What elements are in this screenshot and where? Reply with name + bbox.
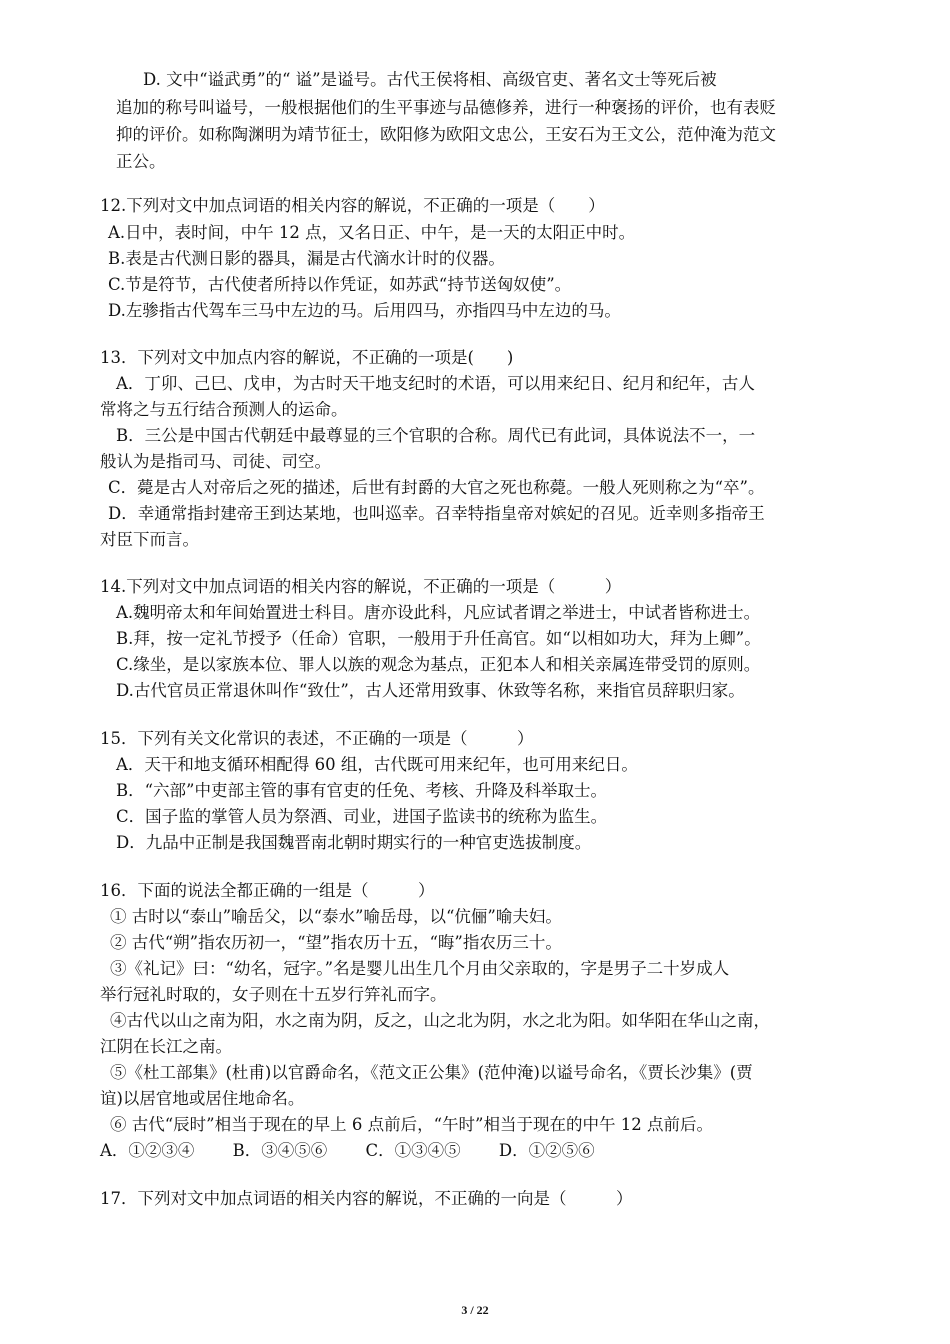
q16-item-5-line-1: ⑤《杜工部集》(杜甫)以官爵命名，《范文正公集》(范仲淹)以谥号命名，《贾长沙集》(贾 <box>110 1063 753 1082</box>
q14-stem: 14.下列对文中加点词语的相关内容的解说，不正确的一项是（ ） <box>100 577 622 596</box>
q16-item-4-line-2: 江阴在长江之南。 <box>100 1037 232 1056</box>
option-d-line-3: 抑的评价。如称陶渊明为靖节征士，欧阳修为欧阳文忠公，王安石为王文公，范仲淹为范文 <box>116 125 776 144</box>
q16-item-4-line-1: ④古代以山之南为阳，水之南为阴，反之，山之北为阴，水之北为阳。如华阳在华山之南， <box>110 1011 770 1030</box>
option-d-line-1: D. 文中“谥武勇”的“ 谥”是谥号。古代王侯将相、高级官吏、著名文士等死后被 <box>143 70 717 89</box>
q15-option-c: C．国子监的掌管人员为祭酒、司业，进国子监读书的统称为监生。 <box>116 807 608 826</box>
q16-item-3-line-1: ③《礼记》曰：“幼名，冠字。”名是婴儿出生几个月由父亲取的，字是男子二十岁成人 <box>110 959 730 978</box>
q15-option-b: B．“六部”中吏部主管的事有官吏的任免、考核、升降及科举取士。 <box>116 781 607 800</box>
q14-option-b: B.拜，按一定礼节授予（任命）官职，一般用于升任高官。如“以相如功大，拜为上卿”。 <box>116 629 761 648</box>
q12-option-c: C.节是符节，古代使者所持以作凭证，如苏武“持节送匈奴使”。 <box>108 275 572 294</box>
q16-options: A．①②③④ B．③④⑤⑥ C．①③④⑤ D．①②⑤⑥ <box>100 1141 595 1160</box>
q13-option-d-line-1: D．幸通常指封建帝王到达某地，也叫巡幸。召幸特指皇帝对嫔妃的召见。近幸则多指帝王 <box>108 504 765 523</box>
q13-option-c: C．薨是古人对帝后之死的描述，后世有封爵的大官之死也称薨。一般人死则称之为“卒”。 <box>108 478 765 497</box>
q16-item-1: ① 古时以“泰山”喻岳父，以“泰水”喻岳母，以“伉俪”喻夫妇。 <box>110 907 562 926</box>
q13-option-a-line-1: A．丁卯、己巳、戊申，为古时天干地支纪时的术语，可以用来纪日、纪月和纪年，古人 <box>116 374 755 393</box>
q16-item-2: ② 古代“朔”指农历初一，“望”指农历十五，“晦”指农历三十。 <box>110 933 562 952</box>
q16-item-3-line-2: 举行冠礼时取的，女子则在十五岁行笄礼而字。 <box>100 985 447 1004</box>
option-d-line-4: 正公。 <box>116 152 166 171</box>
q13-stem: 13．下列对文中加点内容的解说，不正确的一项是( ) <box>100 348 514 367</box>
q12-option-a: A.日中，表时间，中午 12 点，又名日正、中午，是一天的太阳正中时。 <box>108 223 636 242</box>
q13-option-b-line-2: 般认为是指司马、司徒、司空。 <box>100 452 331 471</box>
option-d-line-2: 追加的称号叫谥号，一般根据他们的生平事迹与品德修养，进行一种褒扬的评价，也有表贬 <box>116 98 776 117</box>
q14-option-a: A.魏明帝太和年间始置进士科目。唐亦设此科，凡应试者谓之举进士，中试者皆称进士。 <box>116 603 761 622</box>
page-number: 3 / 22 <box>461 1303 489 1317</box>
q14-option-c: C.缘坐，是以家族本位、罪人以族的观念为基点，正犯本人和相关亲属连带受罚的原则。 <box>116 655 761 674</box>
q15-option-d: D．九品中正制是我国魏晋南北朝时期实行的一种官吏选拔制度。 <box>116 833 592 852</box>
q12-option-b: B.表是古代测日影的器具，漏是古代滴水计时的仪器。 <box>108 249 505 268</box>
q17-stem: 17．下列对文中加点词语的相关内容的解说，不正确的一向是（ ） <box>100 1189 633 1208</box>
q14-option-d: D.古代官员正常退休叫作“致仕”，古人还常用致事、休致等名称，来指官员辞职归家。 <box>116 681 745 700</box>
q16-item-5-line-2: 谊)以居官地或居住地命名。 <box>100 1089 305 1108</box>
q15-stem: 15．下列有关文化常识的表述，不正确的一项是（ ） <box>100 729 534 748</box>
q16-stem: 16．下面的说法全都正确的一组是（ ） <box>100 881 435 900</box>
q16-item-6: ⑥ 古代“辰时”相当于现在的早上 6 点前后，“午时”相当于现在的中午 12 点前后。 <box>110 1115 713 1134</box>
q15-option-a: A．天干和地支循环相配得 60 组，古代既可用来纪年，也可用来纪日。 <box>116 755 638 774</box>
q13-option-a-line-2: 常将之与五行结合预测人的运命。 <box>100 400 348 419</box>
q13-option-d-line-2: 对臣下而言。 <box>100 530 199 549</box>
q12-option-d: D.左骖指古代驾车三马中左边的马。后用四马，亦指四马中左边的马。 <box>108 301 621 320</box>
q13-option-b-line-1: B．三公是中国古代朝廷中最尊显的三个官职的合称。周代已有此词，具体说法不一，一 <box>116 426 756 445</box>
q12-stem: 12.下列对文中加点词语的相关内容的解说，不正确的一项是（ ） <box>100 196 605 215</box>
